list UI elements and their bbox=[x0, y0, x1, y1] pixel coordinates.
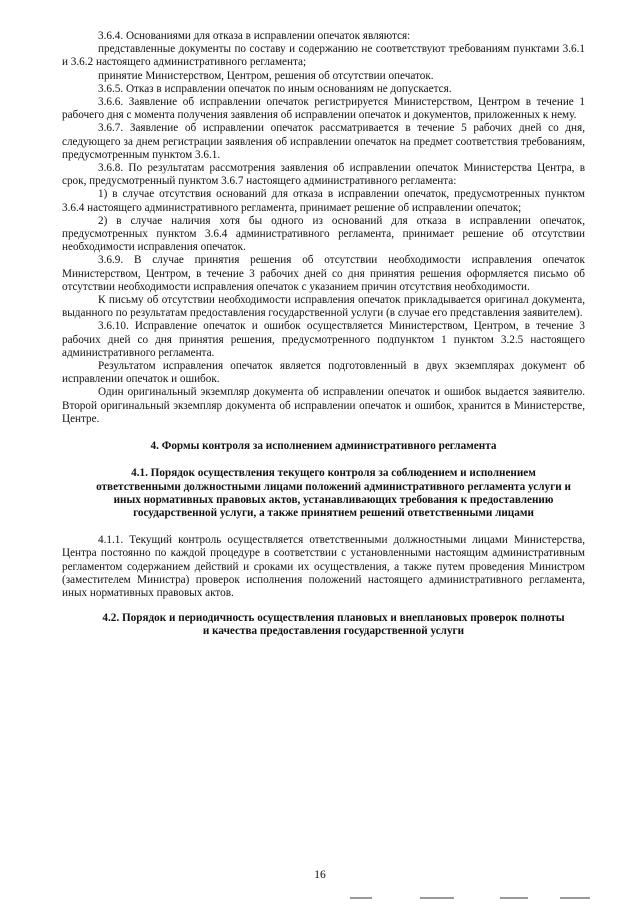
paragraph: 3.6.4. Основаниями для отказа в исправлении опечаток являются: bbox=[98, 30, 411, 42]
paragraph: 1) в случае отсутствия оснований для отказа в исправлении опечаток, предусмотренных пунктом 3.6.4 настоящего административного регламента, принимает решение об исправлении опечаток; bbox=[62, 188, 585, 214]
paragraph: 2) в случае наличия хотя бы одного из оснований для отказа в исправлении опечаток, предусмотренных пунктом 3.6.4 административного регламента, принимает решение об отсутствии необходимости исправления опечаток. bbox=[62, 214, 585, 254]
scan-artifact bbox=[500, 897, 528, 899]
paragraph: 3.6.9. В случае принятия решения об отсутствии необходимости исправления опечаток Министерством, Центром, в течение 3 рабочих дней со дня принятия решения оформляется письмо об отсутствии необходимости исправления опечаток с указанием причин отсутствия необходимости. bbox=[62, 254, 585, 293]
subsection-4-1-heading: 4.1. Порядок осуществления текущего контроля за соблюдением и исполнением ответственными должностными лицами положений административного регламента услуги и иных нормативных правовых актов, устанавливающих требования к предоставлению государственной услуги, а также принятием решений ответственными лицами bbox=[96, 467, 571, 519]
scan-artifact bbox=[420, 897, 454, 899]
paragraph-4-1-1: 4.1.1. Текущий контроль осуществляется ответственными должностными лицами Министерства, Центра постоянно по каждой процедуре в соответствии с установленными настоящим административным регламентом содержанием действий и сроками их осуществления, а также путем проведения Министром (заместителем Министра) проверок исполнения положений настоящего административного регламента, иных нормативных правовых актов. bbox=[62, 534, 585, 599]
scan-artifact bbox=[560, 897, 590, 899]
paragraph: 3.6.5. Отказ в исправлении опечаток по иным основаниям не допускается. bbox=[98, 82, 452, 95]
paragraph: представленные документы по составу и содержанию не соответствуют требованиям пунктами 3.6.1 и 3.6.2 настоящего административного регламента; bbox=[62, 43, 585, 69]
paragraph: принятие Министерством, Центром, решения об отсутствии опечаток. bbox=[98, 69, 434, 82]
paragraph: 3.6.7. Заявление об исправлении опечаток рассматривается в течение 5 рабочих дней со дня, следующего за днем регистрации заявления об исправлении опечаток на предмет соответствия требованиям, предусмотренным пунктом 3.6.1. bbox=[62, 122, 585, 161]
subsection-4-2-heading: 4.2. Порядок и периодичность осуществления плановых и внеплановых проверок полноты и качества предоставления государственной услуги bbox=[102, 612, 565, 638]
scan-artifact bbox=[350, 897, 372, 899]
section-4-heading: 4. Формы контроля за исполнением административного регламента bbox=[150, 440, 497, 453]
paragraph: К письму об отсутствии необходимости исправления опечаток прикладывается оригинал документа, выданного по результатам предоставления государственной услуги (в случае его представления заявителем). bbox=[62, 294, 585, 320]
paragraph: 3.6.10. Исправление опечаток и ошибок осуществляется Министерством, Центром, в течение 3 рабочих дней со дня принятия решения, предусмотренного подпунктом 1 пунктом 3.2.5 настоящего административного регламента. bbox=[62, 320, 585, 359]
paragraph: Результатом исправления опечаток является подготовленный в двух экземплярах документ об исправлении опечаток и ошибок. bbox=[62, 360, 585, 386]
paragraph: 3.6.6. Заявление об исправлении опечаток регистрируется Министерством, Центром в течение 1 рабочего дня с момента получения заявления об исправлении опечаток и документов, приложенных к нему. bbox=[62, 96, 585, 122]
paragraph: 3.6.8. По результатам рассмотрения заявления об исправлении опечаток Министерства Центра, в срок, предусмотренный пунктом 3.6.7 настоящего административного регламента: bbox=[62, 162, 585, 188]
paragraph: Один оригинальный экземпляр документа об исправлении опечаток и ошибок выдается заявителю. Второй оригинальный экземпляр документа об исправлении опечаток и ошибок, хранится в Министерстве, Центре. bbox=[62, 386, 585, 425]
page-number: 16 bbox=[314, 869, 326, 881]
